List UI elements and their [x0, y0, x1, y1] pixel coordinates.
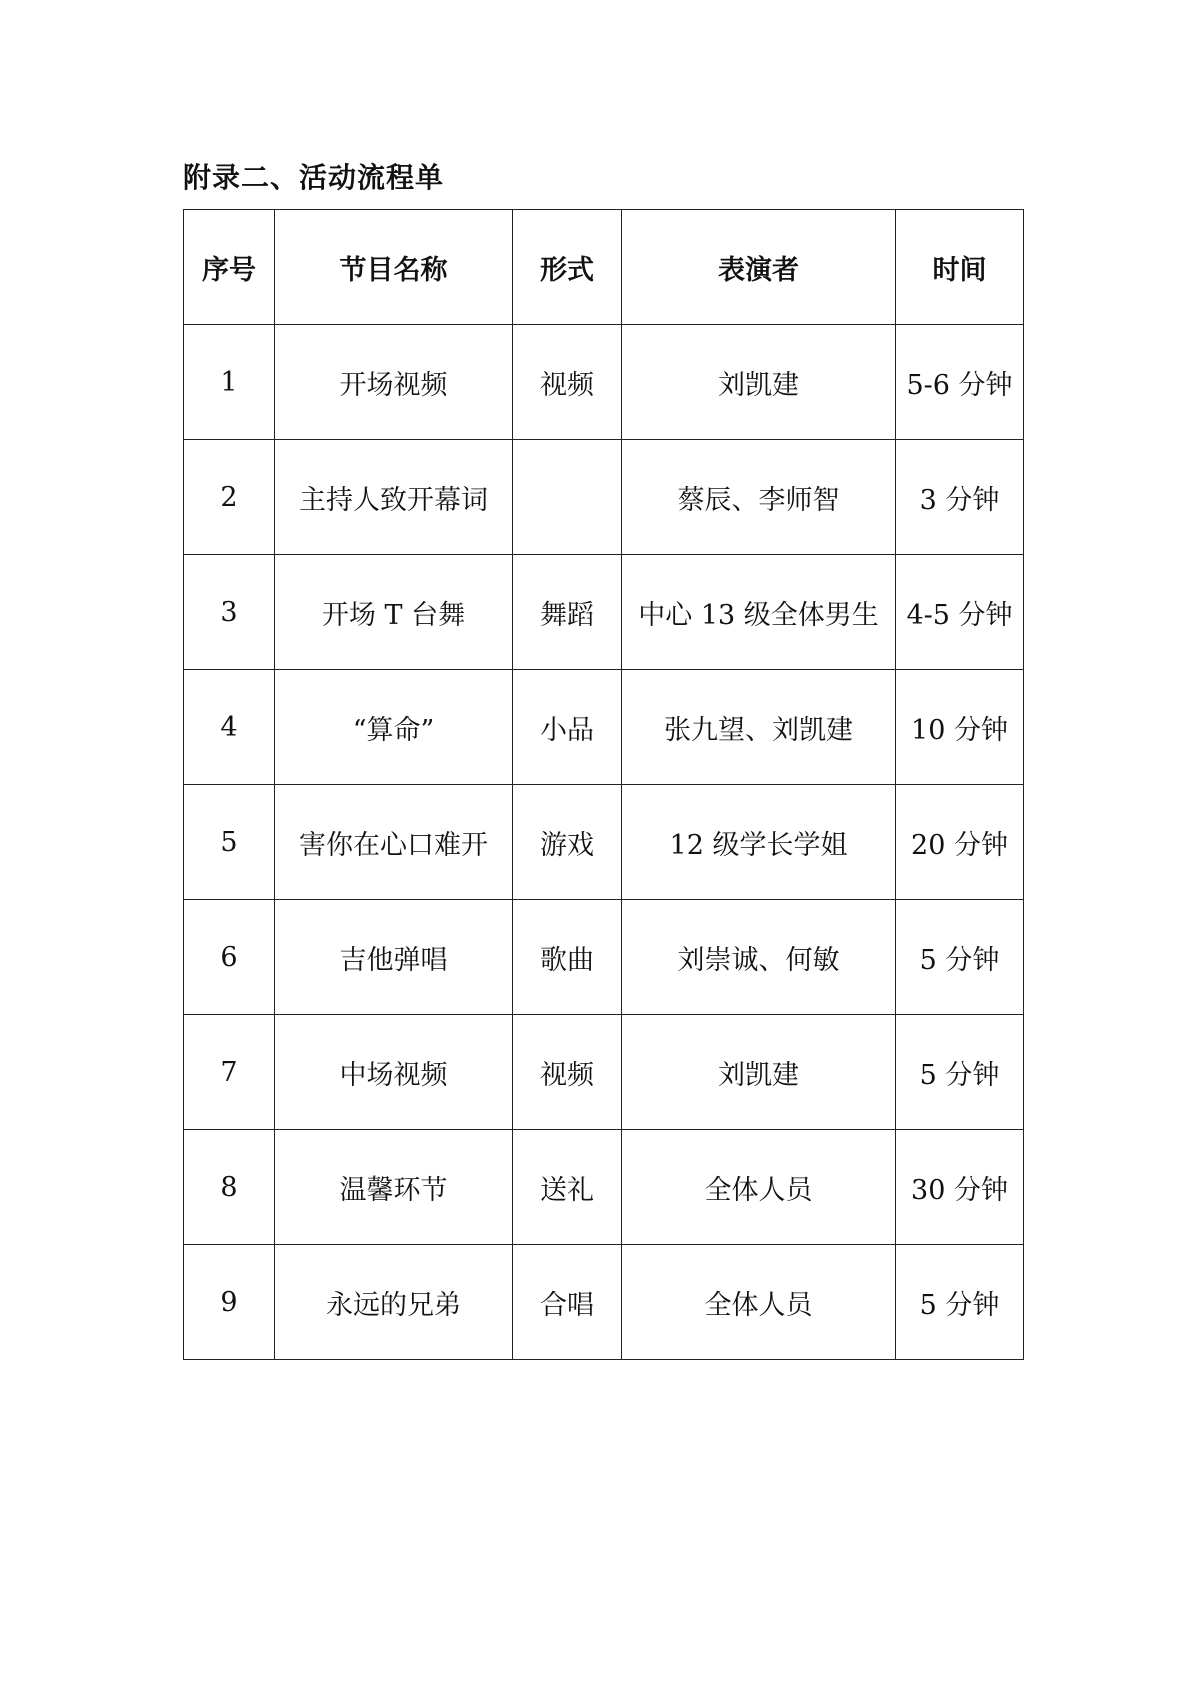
cell-time: 10 分钟 — [896, 670, 1024, 785]
cell-time: 30 分钟 — [896, 1130, 1024, 1245]
cell-performer: 张九望、刘凯建 — [622, 670, 896, 785]
page-title: 附录二、活动流程单 — [183, 161, 445, 194]
cell-time: 3 分钟 — [896, 440, 1024, 555]
cell-time: 5 分钟 — [896, 900, 1024, 1015]
cell-format: 歌曲 — [513, 900, 622, 1015]
cell-program: 主持人致开幕词 — [275, 440, 513, 555]
cell-index: 6 — [184, 900, 275, 1015]
cell-format: 视频 — [513, 325, 622, 440]
cell-index: 5 — [184, 785, 275, 900]
column-header-time: 时间 — [896, 210, 1024, 325]
table-row — [184, 1245, 1024, 1360]
cell-time: 5 分钟 — [896, 1245, 1024, 1360]
cell-time: 5-6 分钟 — [896, 325, 1024, 440]
cell-program: 开场视频 — [275, 325, 513, 440]
cell-index: 7 — [184, 1015, 275, 1130]
cell-performer: 中心 13 级全体男生 — [622, 555, 896, 670]
column-header-performer: 表演者 — [622, 210, 896, 325]
cell-performer: 12 级学长学姐 — [622, 785, 896, 900]
table-row — [184, 1130, 1024, 1245]
table-header-row — [184, 210, 1024, 325]
cell-format — [513, 440, 622, 555]
cell-index: 2 — [184, 440, 275, 555]
table-row — [184, 785, 1024, 900]
cell-format: 小品 — [513, 670, 622, 785]
cell-index: 1 — [184, 325, 275, 440]
table-row — [184, 900, 1024, 1015]
cell-index: 8 — [184, 1130, 275, 1245]
cell-performer: 刘崇诚、何敏 — [622, 900, 896, 1015]
cell-performer: 全体人员 — [622, 1130, 896, 1245]
cell-program: “算命” — [275, 670, 513, 785]
cell-performer: 蔡辰、李师智 — [622, 440, 896, 555]
cell-program: 永远的兄弟 — [275, 1245, 513, 1360]
cell-format: 送礼 — [513, 1130, 622, 1245]
table-row — [184, 325, 1024, 440]
cell-program: 害你在心口难开 — [275, 785, 513, 900]
cell-program: 温馨环节 — [275, 1130, 513, 1245]
cell-program: 开场 T 台舞 — [275, 555, 513, 670]
cell-time: 4-5 分钟 — [896, 555, 1024, 670]
cell-format: 视频 — [513, 1015, 622, 1130]
cell-time: 5 分钟 — [896, 1015, 1024, 1130]
cell-performer: 刘凯建 — [622, 325, 896, 440]
cell-format: 舞蹈 — [513, 555, 622, 670]
column-header-index: 序号 — [184, 210, 275, 325]
cell-performer: 全体人员 — [622, 1245, 896, 1360]
cell-performer: 刘凯建 — [622, 1015, 896, 1130]
schedule-table — [183, 209, 1024, 1360]
table-row — [184, 670, 1024, 785]
table-row — [184, 1015, 1024, 1130]
cell-index: 3 — [184, 555, 275, 670]
cell-time: 20 分钟 — [896, 785, 1024, 900]
cell-format: 合唱 — [513, 1245, 622, 1360]
cell-format: 游戏 — [513, 785, 622, 900]
cell-index: 4 — [184, 670, 275, 785]
cell-program: 中场视频 — [275, 1015, 513, 1130]
column-header-program: 节目名称 — [275, 210, 513, 325]
cell-index: 9 — [184, 1245, 275, 1360]
table-row — [184, 555, 1024, 670]
cell-program: 吉他弹唱 — [275, 900, 513, 1015]
table-row — [184, 440, 1024, 555]
column-header-format: 形式 — [513, 210, 622, 325]
